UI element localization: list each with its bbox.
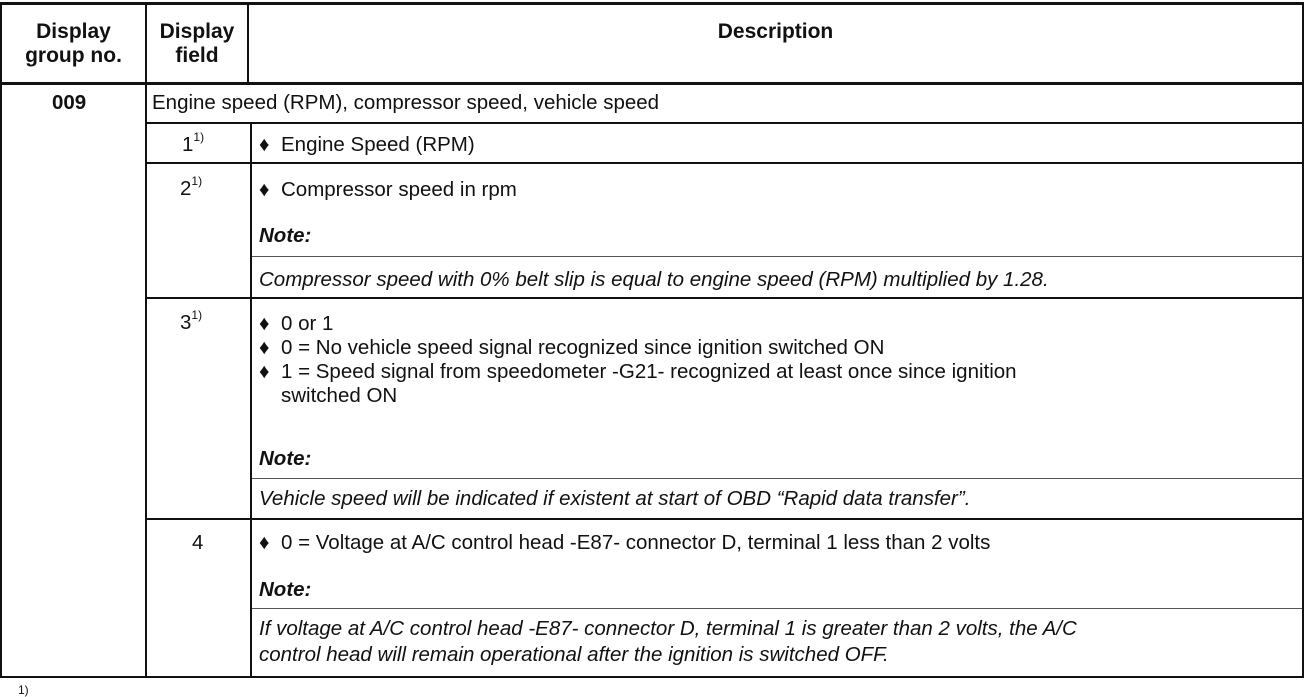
row-3-bullet-3-continued: switched ON	[281, 384, 398, 407]
row-3-border	[146, 518, 1304, 520]
row-2-border	[146, 297, 1304, 299]
row-4-note-label: Note:	[259, 578, 312, 601]
footnote-ref: 1)	[191, 174, 203, 189]
header-display-field	[147, 20, 247, 68]
bullet-icon: ♦	[259, 531, 270, 554]
field-value: 2	[180, 177, 192, 200]
bullet-text: 0 or 1	[281, 312, 334, 335]
field-number-3	[180, 308, 203, 335]
row-2-bullet-1	[259, 178, 517, 202]
row-3-note-label: Note:	[259, 447, 312, 470]
header-field-line1: Display	[159, 20, 235, 43]
footnote-marker: 1)	[18, 683, 29, 697]
row-4-bullet-1	[259, 531, 990, 555]
footnote-ref: 1)	[193, 130, 205, 145]
footnote-ref: 1)	[191, 308, 203, 323]
table-left-border	[0, 2, 2, 678]
header-bottom-border	[0, 82, 1304, 85]
field-value: 1	[182, 133, 194, 156]
header-display-group-no	[2, 20, 145, 68]
table-top-border	[0, 2, 1304, 5]
bullet-text: Compressor speed in rpm	[281, 178, 517, 201]
group-title: Engine speed (RPM), compressor speed, vehicle speed	[152, 91, 660, 114]
group-number: 009	[52, 91, 87, 114]
group-row-border	[146, 122, 1304, 124]
table-right-border	[1302, 2, 1304, 678]
bullet-text: 1 = Speed signal from speedometer -G21- recognized at least once since ignition	[281, 360, 1017, 383]
header-group-line1: Display	[36, 20, 111, 43]
row-4-note-text-line2: control head will remain operational after the ignition is switched OFF.	[259, 643, 889, 666]
row-1-bullet-1	[259, 133, 475, 157]
bullet-icon: ♦	[259, 178, 270, 201]
row-2-note-divider	[252, 256, 1302, 257]
field-number-1	[182, 130, 205, 157]
bullet-text: 0 = Voltage at A/C control head -E87- connector D, terminal 1 less than 2 volts	[281, 531, 991, 554]
row-2-note-text: Compressor speed with 0% belt slip is equal to engine speed (RPM) multiplied by 1.28.	[259, 268, 1049, 291]
row-3-bullet-2	[259, 336, 884, 360]
table-bottom-border	[0, 676, 1304, 678]
bullet-icon: ♦	[259, 133, 270, 156]
row-4-note-divider	[252, 608, 1302, 609]
field-number-2	[180, 174, 203, 201]
header-description	[249, 20, 1302, 44]
field-value: 3	[180, 311, 192, 334]
header-description-label: Description	[717, 20, 834, 43]
bullet-text: Engine Speed (RPM)	[281, 133, 475, 156]
row-3-bullet-1	[259, 312, 333, 336]
group-column-divider	[145, 2, 147, 678]
field-value: 4	[192, 531, 204, 554]
bullet-icon: ♦	[259, 360, 270, 383]
header-group-line2: group no.	[25, 44, 122, 67]
row-4-note-text-line1: If voltage at A/C control head -E87- connector D, terminal 1 is greater than 2 volts, the A/C	[259, 617, 1077, 640]
field-number-4	[192, 531, 203, 555]
row-2-note-label: Note:	[259, 224, 312, 247]
row-3-bullet-3	[259, 360, 1017, 384]
row-1-border	[146, 162, 1304, 164]
row-3-note-text: Vehicle speed will be indicated if existent at start of OBD “Rapid data transfer”.	[259, 487, 971, 510]
row-3-note-divider	[252, 478, 1302, 479]
bullet-icon: ♦	[259, 312, 270, 335]
field-column-divider	[250, 122, 252, 678]
header-field-line2: field	[175, 44, 219, 67]
bullet-icon: ♦	[259, 336, 270, 359]
bullet-text: 0 = No vehicle speed signal recognized since ignition switched ON	[281, 336, 885, 359]
